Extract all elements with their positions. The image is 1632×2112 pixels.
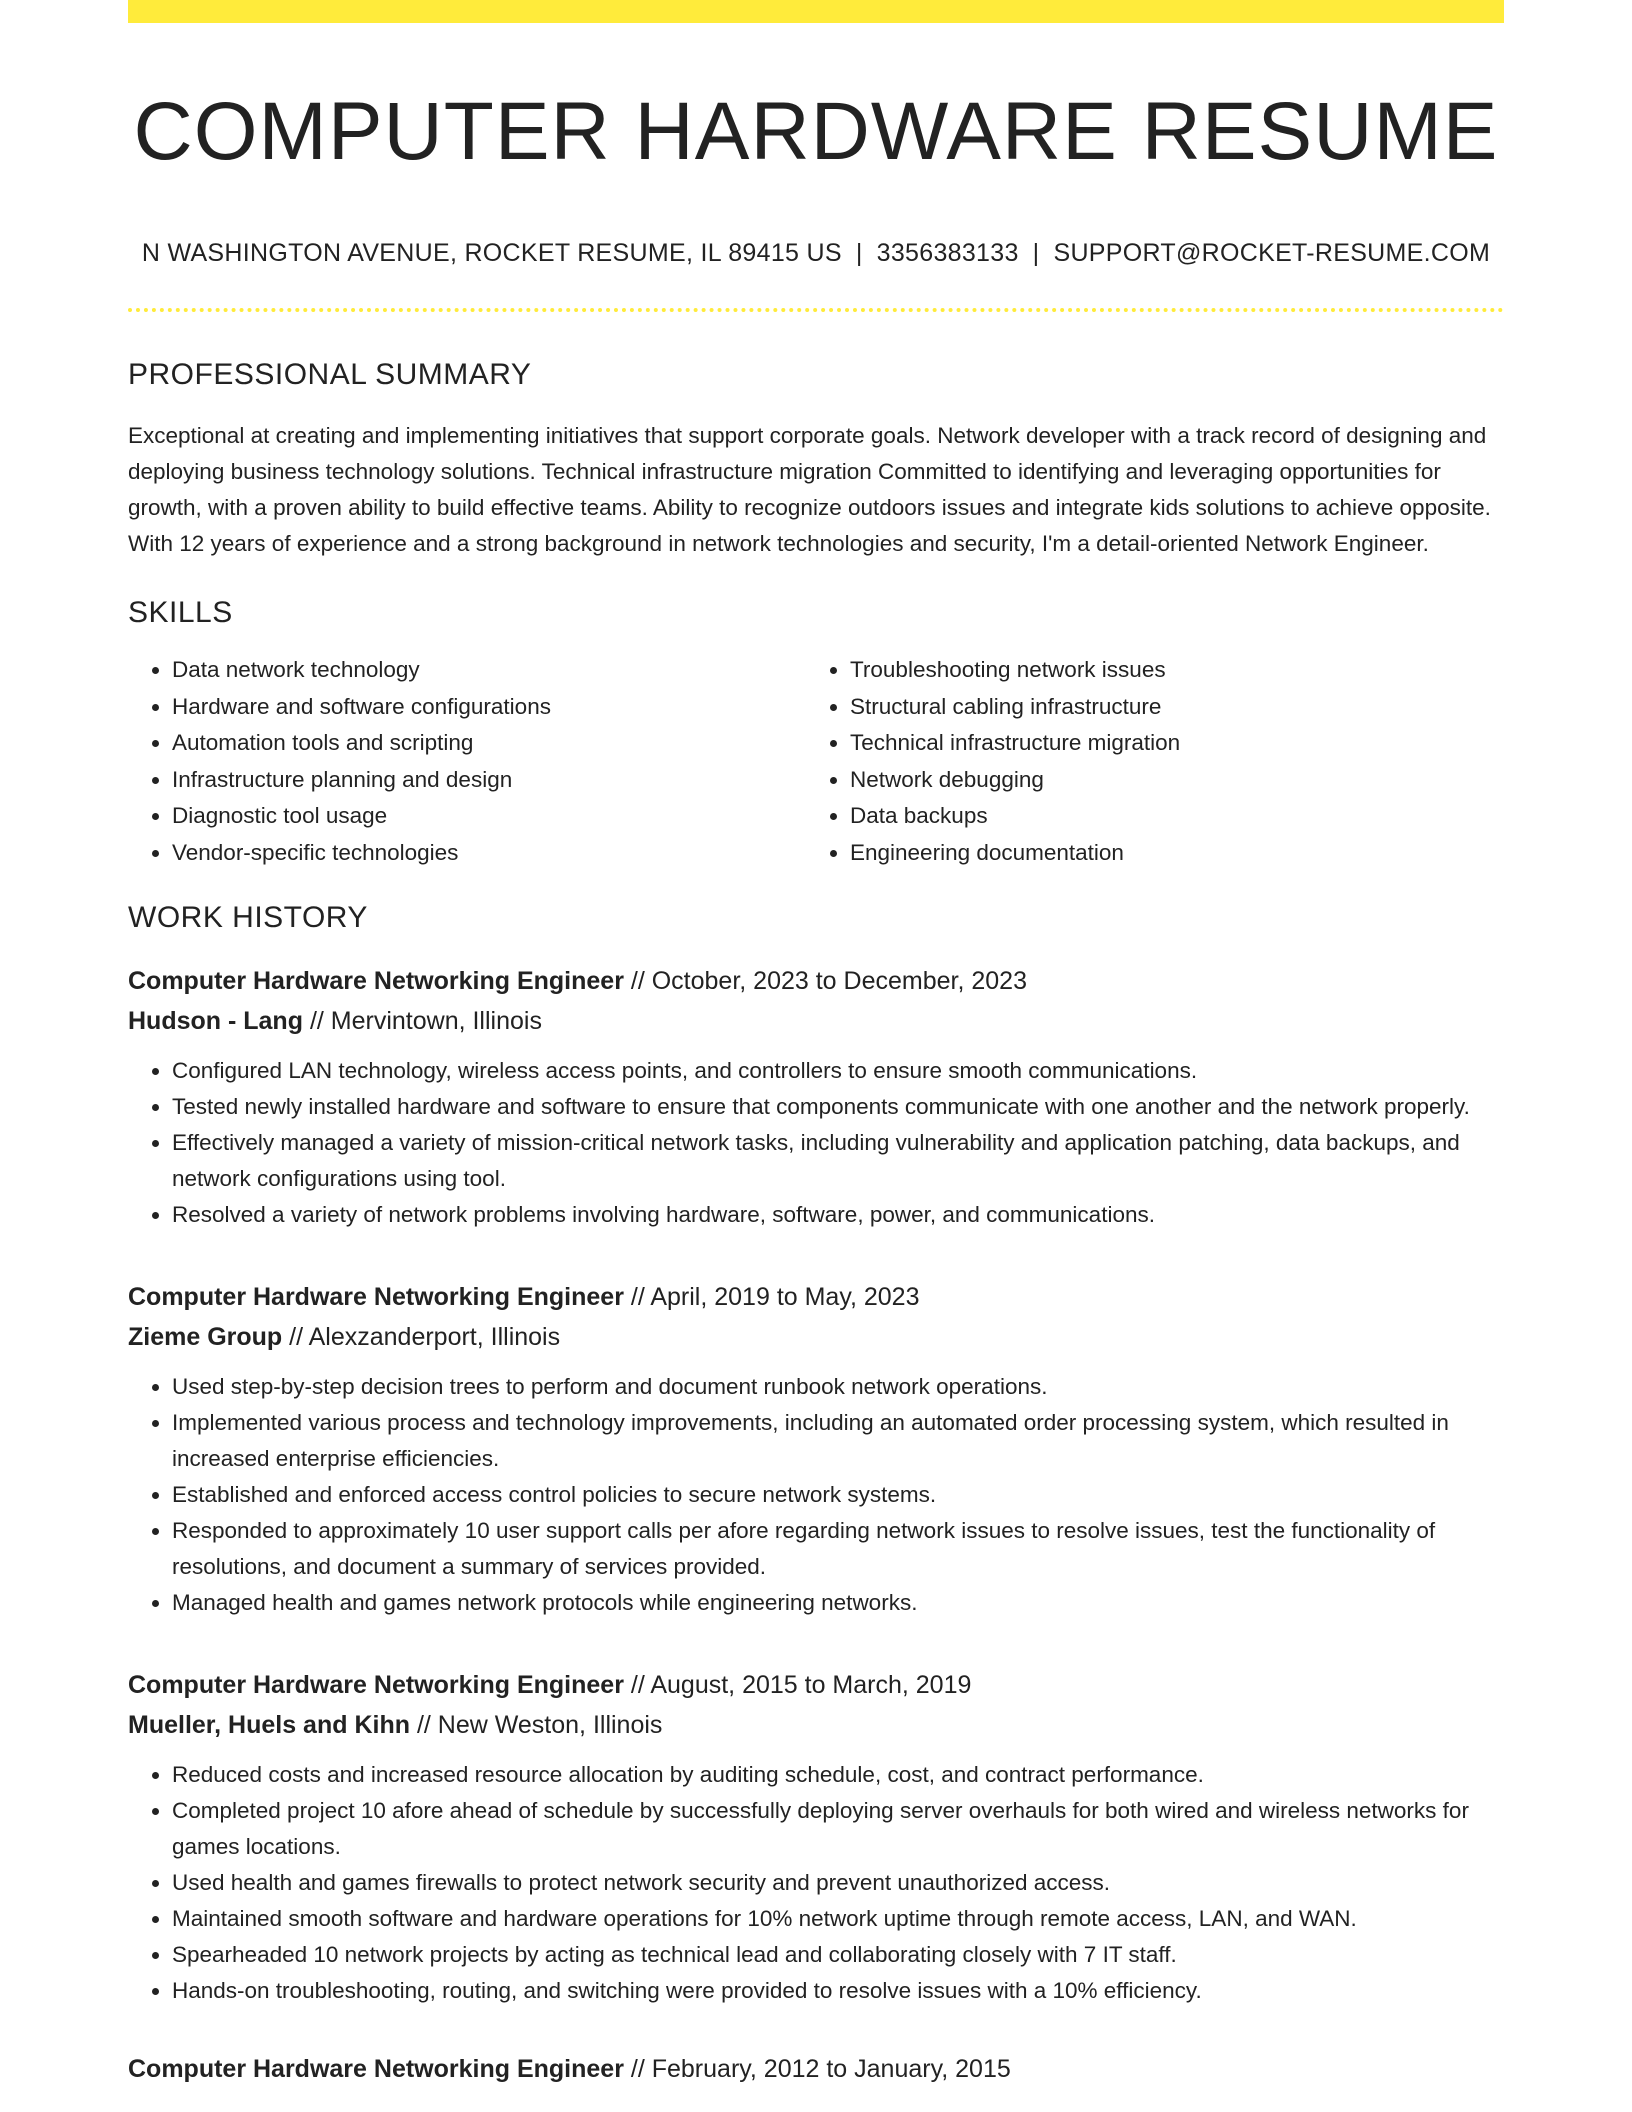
- job-role-line: [128, 961, 1504, 1001]
- skill-item: • Automation tools and scripting: [172, 725, 806, 762]
- skill-item: • Troubleshooting network issues: [850, 652, 1484, 689]
- job-role: Computer Hardware Networking Engineer: [128, 1283, 624, 1312]
- job-dates: // February, 2012 to January, 2015: [630, 2055, 1011, 2084]
- contact-separator: |: [1032, 239, 1040, 268]
- job-entry: [128, 961, 1504, 1233]
- job-company: Hudson - Lang: [128, 1007, 303, 1036]
- skill-item: • Vendor-specific technologies: [172, 835, 806, 872]
- job-dates: // October, 2023 to December, 2023: [630, 967, 1027, 996]
- skill-item: • Network debugging: [850, 762, 1484, 799]
- dotted-divider: [128, 308, 1504, 312]
- job-bullet: • Effectively managed a variety of mission-critical network tasks, including vulnerability and application patching, data backups, and network configurations using tool.: [172, 1125, 1504, 1197]
- job-bullet: • Configured LAN technology, wireless access points, and controllers to ensure smooth communications.: [172, 1053, 1504, 1089]
- job-bullet: • Used health and games firewalls to protect network security and prevent unauthorized access.: [172, 1865, 1504, 1901]
- contact-email: SUPPORT@ROCKET-RESUME.COM: [1053, 239, 1491, 268]
- job-company-line: [128, 1705, 1504, 1745]
- skill-item: • Engineering documentation: [850, 835, 1484, 872]
- skill-item: • Infrastructure planning and design: [172, 762, 806, 799]
- job-bullet: • Managed health and games network protocols while engineering networks.: [172, 1585, 1504, 1621]
- job-bullet: • Tested newly installed hardware and software to ensure that components communicate with one another and the network properly.: [172, 1089, 1504, 1125]
- skill-item: • Structural cabling infrastructure: [850, 689, 1484, 726]
- job-bullet: • Implemented various process and technology improvements, including an automated order processing system, which resulted in increased enterprise efficiencies.: [172, 1405, 1504, 1477]
- skill-item: • Diagnostic tool usage: [172, 798, 806, 835]
- skill-item: • Hardware and software configurations: [172, 689, 806, 726]
- skills-left-list: [128, 652, 806, 871]
- skill-item: • Data backups: [850, 798, 1484, 835]
- job-bullet: • Resolved a variety of network problems involving hardware, software, power, and communications.: [172, 1197, 1504, 1233]
- job-role-line: [128, 1277, 1504, 1317]
- job-bullet: • Completed project 10 afore ahead of schedule by successfully deploying server overhauls for both wired and wireless networks for games locations.: [172, 1793, 1504, 1865]
- contact-phone: 3356383133: [876, 239, 1019, 268]
- skills-columns: [128, 652, 1504, 871]
- job-company-line: [128, 1317, 1504, 1357]
- work-history-heading: WORK HISTORY: [128, 901, 368, 935]
- job-bullet: • Established and enforced access control policies to secure network systems.: [172, 1477, 1504, 1513]
- summary-text: Exceptional at creating and implementing initiatives that support corporate goals. Network developer with a track record of designing and deploying business technology solutions. Technical infrastructure migration Committed to identifying and leveraging opportunities for growth, with a proven ability to build effective teams. Ability to recognize outdoors issues and integrate kids solutions to achieve opposite. With 12 years of experience and a strong background in network technologies and security, I'm a detail-oriented Network Engineer.: [128, 423, 1491, 557]
- accent-top-bar: [128, 0, 1504, 23]
- job-bullets: [128, 1053, 1504, 1233]
- job-bullet: • Responded to approximately 10 user support calls per afore regarding network issues to resolve issues, test the functionality of resolutions, and document a summary of services provided.: [172, 1513, 1504, 1585]
- job-bullet: • Hands-on troubleshooting, routing, and switching were provided to resolve issues with a 10% efficiency.: [172, 1973, 1504, 2009]
- job-bullets: [128, 1757, 1504, 2009]
- contact-separator: |: [855, 239, 863, 268]
- skill-item: • Technical infrastructure migration: [850, 725, 1484, 762]
- job-role: Computer Hardware Networking Engineer: [128, 967, 624, 996]
- job-role: Computer Hardware Networking Engineer: [128, 2055, 624, 2084]
- contact-line: [128, 239, 1504, 268]
- job-location: // Mervintown, Illinois: [309, 1007, 542, 1036]
- job-entry: [128, 1665, 1504, 2009]
- job-role-line: [128, 1665, 1504, 1705]
- job-bullet: • Maintained smooth software and hardware operations for 10% network uptime through remote access, LAN, and WAN.: [172, 1901, 1504, 1937]
- job-location: // Alexzanderport, Illinois: [289, 1323, 561, 1352]
- job-bullets: [128, 1369, 1504, 1621]
- job-dates: // August, 2015 to March, 2019: [630, 1671, 972, 1700]
- job-company-line: [128, 1001, 1504, 1041]
- skills-heading: SKILLS: [128, 596, 233, 630]
- job-bullet: • Used step-by-step decision trees to perform and document runbook network operations.: [172, 1369, 1504, 1405]
- job-company: Zieme Group: [128, 1323, 283, 1352]
- skill-item: • Data network technology: [172, 652, 806, 689]
- job-bullet: • Reduced costs and increased resource allocation by auditing schedule, cost, and contract performance.: [172, 1757, 1504, 1793]
- contact-address: N WASHINGTON AVENUE, ROCKET RESUME, IL 89415 US: [141, 239, 842, 268]
- skills-right-list: [806, 652, 1484, 871]
- resume-title: COMPUTER HARDWARE RESUME: [133, 86, 1499, 177]
- summary-heading: PROFESSIONAL SUMMARY: [128, 358, 532, 392]
- job-role: Computer Hardware Networking Engineer: [128, 1671, 624, 1700]
- job-entry: [128, 2049, 1504, 2089]
- job-role-line: [128, 2049, 1504, 2089]
- resume-page: [128, 0, 1504, 2089]
- job-dates: // April, 2019 to May, 2023: [630, 1283, 920, 1312]
- job-location: // New Weston, Illinois: [416, 1711, 663, 1740]
- job-entry: [128, 1277, 1504, 1621]
- job-company: Mueller, Huels and Kihn: [128, 1711, 410, 1740]
- job-bullet: • Spearheaded 10 network projects by acting as technical lead and collaborating closely with 7 IT staff.: [172, 1937, 1504, 1973]
